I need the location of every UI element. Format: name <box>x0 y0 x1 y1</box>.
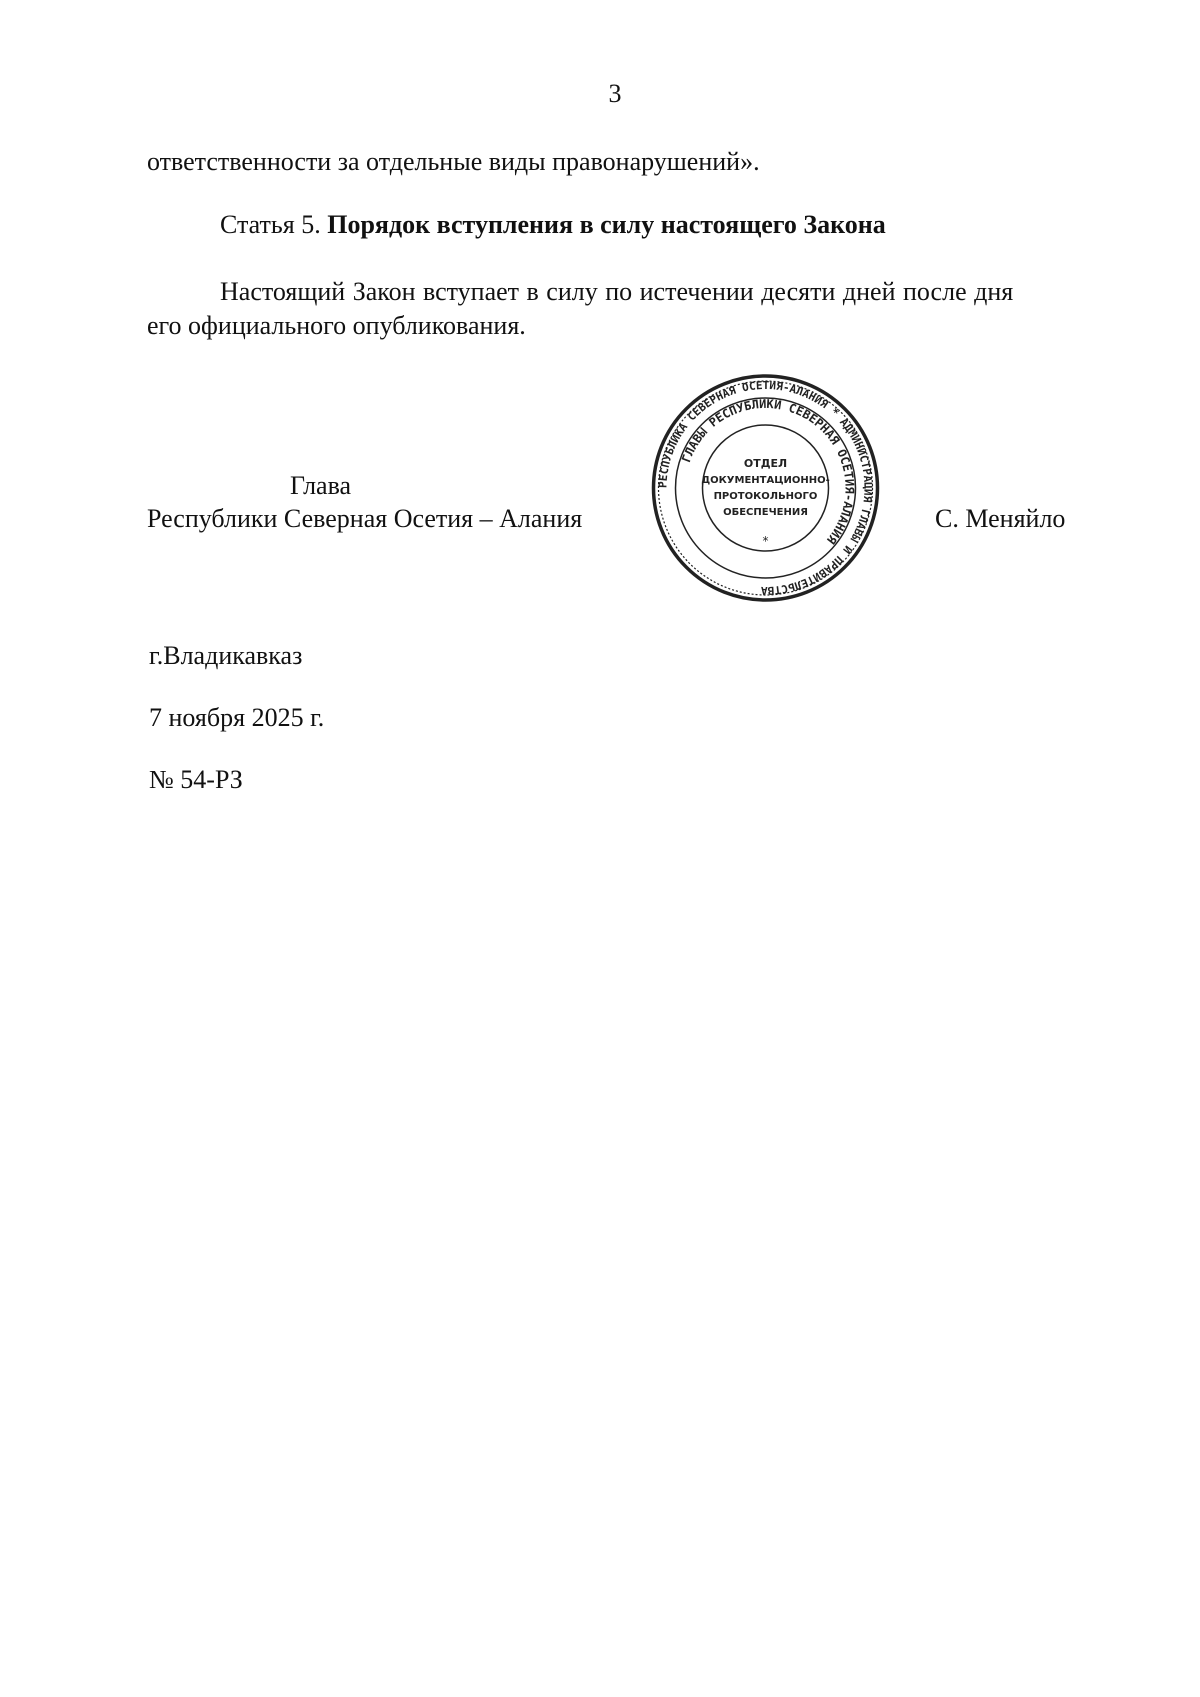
continuation-text: ответственности за отдельные виды правонарушений». <box>147 147 760 176</box>
stamp-star-icon: * <box>762 534 769 548</box>
article-label: Статья 5. <box>220 210 321 239</box>
stamp-center-line-1: ОТДЕЛ <box>743 457 788 470</box>
article-body-line-2: его официального опубликования. <box>147 311 526 340</box>
page-number: 3 <box>608 79 622 108</box>
stamp-inner-text: ГЛАВЫ РЕСПУБЛИКИ СЕВЕРНАЯ ОСЕТИЯ-АЛАНИЯ <box>679 396 857 547</box>
article-heading <box>220 209 886 241</box>
stamp-center-line-3: ПРОТОКОЛЬНОГО <box>713 491 818 502</box>
signature-role-line-1: Глава <box>290 471 352 500</box>
stamp-center-line-2: ДОКУМЕНТАЦИОННО- <box>701 475 830 486</box>
city: г.Владикавказ <box>149 641 303 670</box>
stamp-outer-text: РЕСПУБЛИКА СЕВЕРНАЯ ОСЕТИЯ-АЛАНИЯ * АДМИНИСТРАЦИЯ ГЛАВЫ И ПРАВИТЕЛЬСТВА <box>656 378 875 598</box>
signature-role-line-2: Республики Северная Осетия – Алания <box>147 504 583 533</box>
document-date: 7 ноября 2025 г. <box>149 703 325 732</box>
article-body-line-1: Настоящий Закон вступает в силу по истечении десяти дней после дня <box>220 277 1014 306</box>
article-title: Порядок вступления в силу настоящего Закона <box>327 210 886 239</box>
document-number: № 54-РЗ <box>149 765 243 794</box>
official-stamp <box>648 373 883 603</box>
signatory-name: С. Меняйло <box>935 504 1066 533</box>
stamp-center-line-4: ОБЕСПЕЧЕНИЯ <box>723 507 808 518</box>
